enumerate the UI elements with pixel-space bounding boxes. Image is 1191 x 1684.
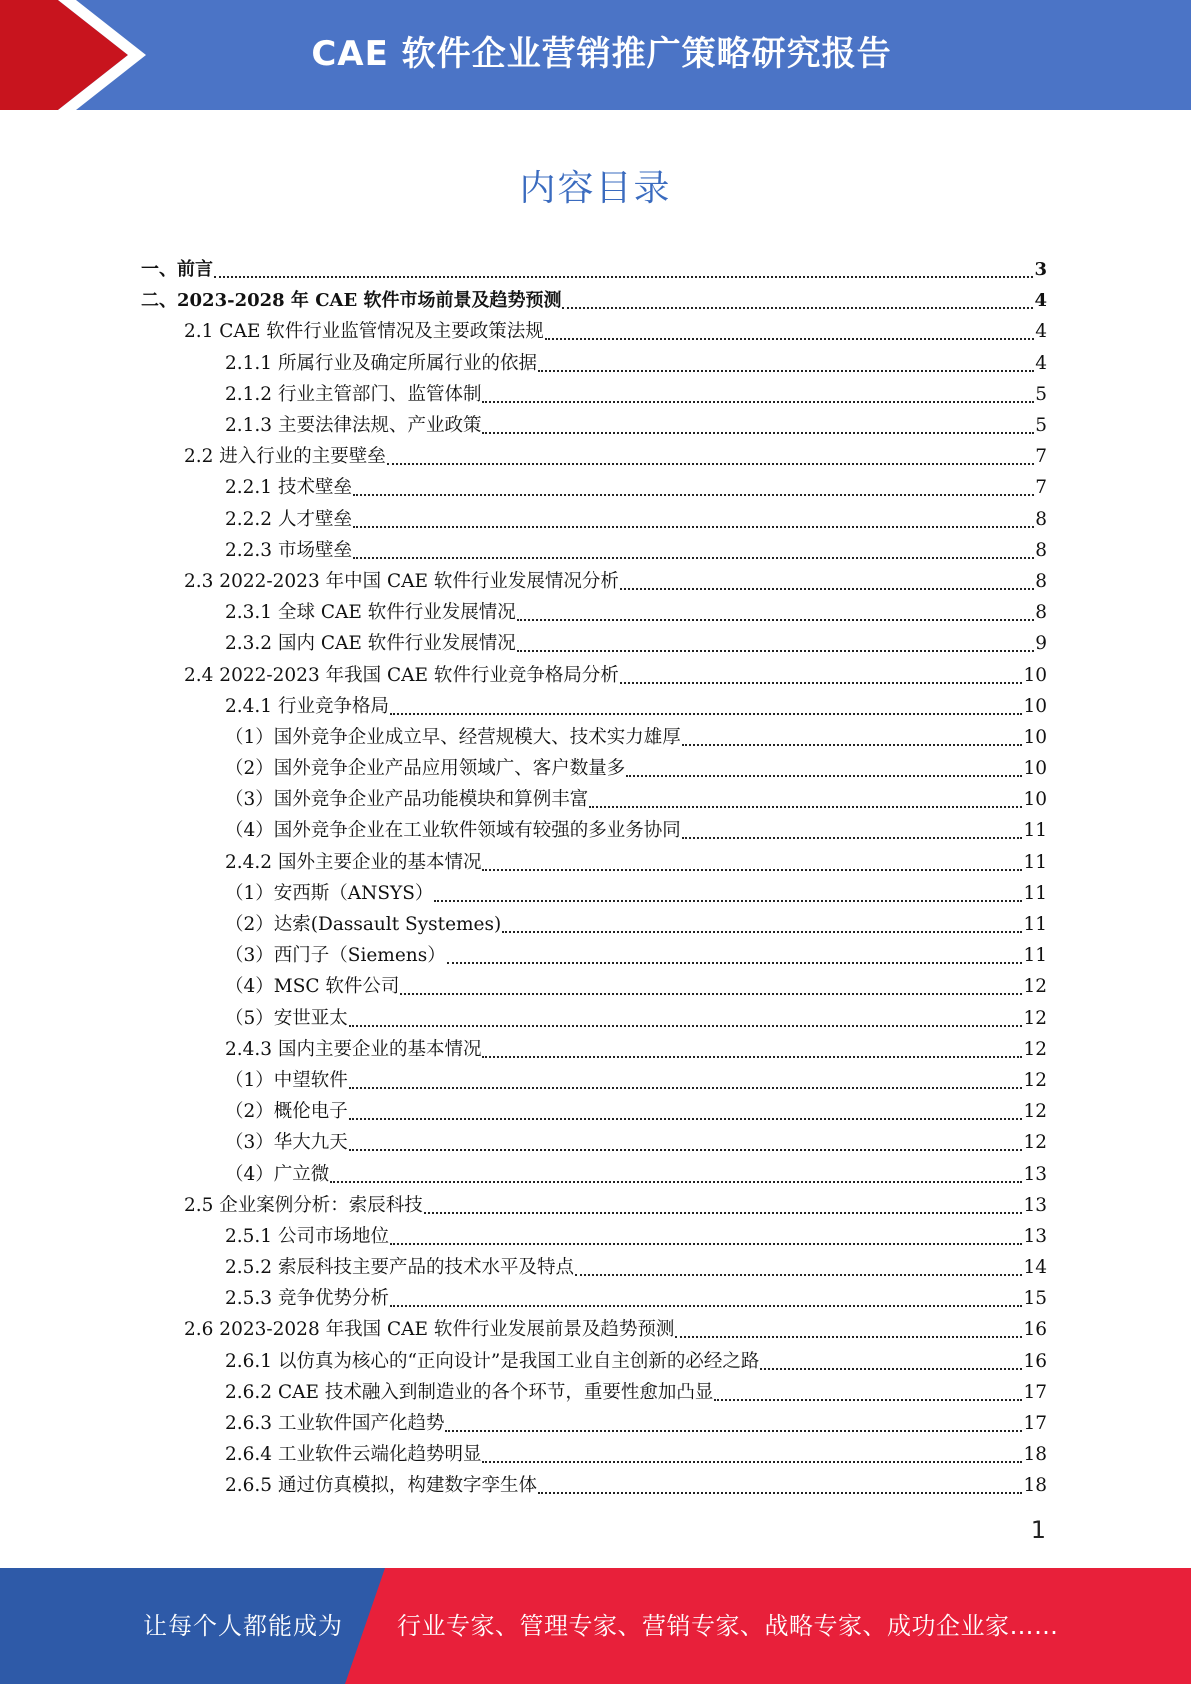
toc-entry-label: 2.3.1 全球 CAE 软件行业发展情况 [225, 602, 516, 624]
dot-leader [353, 504, 1034, 535]
toc-entry[interactable] [0, 1377, 1191, 1408]
table-of-contents [0, 254, 1191, 1502]
toc-entry-page: 8 [1035, 508, 1047, 530]
toc-entry[interactable] [0, 628, 1191, 659]
toc-entry[interactable] [0, 1346, 1191, 1377]
toc-entry-page: 13 [1023, 1225, 1047, 1247]
toc-entry[interactable] [0, 597, 1191, 628]
toc-entry-page: 16 [1023, 1350, 1047, 1372]
toc-entry[interactable] [0, 1408, 1191, 1439]
toc-entry-label: 2.6.5 通过仿真模拟，构建数字孪生体 [225, 1475, 537, 1497]
dot-leader [390, 1221, 1022, 1252]
toc-entry-label: （2）概伦电子 [225, 1101, 348, 1123]
toc-entry-label: 2.4.2 国外主要企业的基本情况 [225, 851, 482, 873]
dot-leader [562, 285, 1033, 316]
footer-slogan-right: 行业专家、管理专家、营销专家、战略专家、成功企业家…… [397, 1612, 1059, 1640]
dot-leader [349, 1065, 1023, 1096]
toc-heading: 内容目录 [519, 168, 672, 209]
header-banner [0, 0, 1191, 110]
toc-entry-page: 3 [1034, 259, 1047, 281]
toc-entry-label: （4）MSC 软件公司 [225, 976, 400, 998]
toc-entry[interactable] [0, 504, 1191, 535]
toc-entry-label: （5）安世亚太 [225, 1007, 348, 1029]
dot-leader [545, 316, 1035, 347]
toc-entry[interactable] [0, 1096, 1191, 1127]
toc-entry[interactable] [0, 1283, 1191, 1314]
toc-entry-label: 2.5.1 公司市场地位 [225, 1225, 389, 1247]
toc-entry-label: （1）安西斯（ANSYS） [225, 882, 434, 904]
dot-leader [482, 379, 1034, 410]
toc-entry[interactable] [0, 1158, 1191, 1189]
toc-entry[interactable] [0, 784, 1191, 815]
toc-entry-label: 2.2.2 人才壁垒 [225, 508, 352, 530]
toc-entry[interactable] [0, 316, 1191, 347]
dot-leader [620, 566, 1034, 597]
toc-entry[interactable] [0, 348, 1191, 379]
toc-entry-label: 2.2.3 市场壁垒 [225, 539, 352, 561]
toc-entry[interactable] [0, 1127, 1191, 1158]
toc-entry-label: 2.4.3 国内主要企业的基本情况 [225, 1038, 482, 1060]
dot-leader [517, 597, 1034, 628]
dot-leader [538, 348, 1034, 379]
dot-leader [502, 909, 1022, 940]
toc-entry-page: 12 [1023, 1132, 1047, 1154]
toc-entry-page: 4 [1034, 290, 1047, 312]
toc-entry-label: （2）达索(Dassault Systemes) [225, 914, 502, 936]
toc-entry-label: 2.3 2022-2023 年中国 CAE 软件行业发展情况分析 [184, 570, 619, 592]
toc-entry-label: 2.4 2022-2023 年我国 CAE 软件行业竞争格局分析 [184, 664, 619, 686]
toc-entry-page: 13 [1023, 1194, 1047, 1216]
dot-leader [682, 722, 1023, 753]
toc-entry-label: 2.6.3 工业软件国产化趋势 [225, 1413, 445, 1435]
toc-entry-page: 5 [1035, 383, 1047, 405]
toc-entry-label: （1）中望软件 [225, 1069, 348, 1091]
toc-entry[interactable] [0, 535, 1191, 566]
toc-entry-page: 11 [1023, 914, 1047, 936]
dot-leader [390, 691, 1022, 722]
toc-entry-page: 4 [1035, 321, 1047, 343]
toc-entry[interactable] [0, 1190, 1191, 1221]
toc-entry-label: （3）西门子（Siemens） [225, 945, 446, 967]
toc-entry-page: 11 [1023, 851, 1047, 873]
toc-entry-label: 二、2023-2028 年 CAE 软件市场前景及趋势预测 [141, 290, 562, 312]
toc-entry-page: 7 [1035, 477, 1047, 499]
dot-leader [575, 1252, 1022, 1283]
footer-banner [0, 1568, 1191, 1684]
toc-entry-page: 12 [1023, 1069, 1047, 1091]
dot-leader [387, 441, 1034, 472]
dot-leader [760, 1346, 1022, 1377]
toc-entry-label: 2.1.3 主要法律法规、产业政策 [225, 415, 482, 437]
toc-entry-page: 11 [1023, 882, 1047, 904]
toc-entry-label: 2.3.2 国内 CAE 软件行业发展情况 [225, 633, 516, 655]
toc-entry-page: 10 [1023, 758, 1047, 780]
toc-entry[interactable] [0, 722, 1191, 753]
toc-entry-label: 2.1 CAE 软件行业监管情况及主要政策法规 [184, 321, 544, 343]
toc-entry-label: 2.1.2 行业主管部门、监管体制 [225, 383, 482, 405]
toc-entry-page: 12 [1023, 1038, 1047, 1060]
toc-entry-page: 8 [1035, 570, 1047, 592]
toc-entry-page: 12 [1023, 1007, 1047, 1029]
toc-entry[interactable] [0, 847, 1191, 878]
toc-entry-page: 10 [1023, 695, 1047, 717]
toc-entry[interactable] [0, 1470, 1191, 1501]
toc-entry[interactable] [0, 1003, 1191, 1034]
dot-leader [538, 1470, 1022, 1501]
dot-leader [626, 753, 1022, 784]
toc-entry-label: 2.2.1 技术壁垒 [225, 477, 352, 499]
dot-leader [445, 1408, 1022, 1439]
toc-entry-label: 一、前言 [141, 259, 213, 281]
toc-entry-page: 8 [1035, 602, 1047, 624]
toc-entry-page: 14 [1023, 1257, 1047, 1279]
toc-entry-label: 2.6.2 CAE 技术融入到制造业的各个环节，重要性愈加凸显 [225, 1381, 714, 1403]
dot-leader [349, 1096, 1023, 1127]
dot-leader [620, 660, 1023, 691]
dot-leader [353, 472, 1034, 503]
toc-entry-label: 2.5 企业案例分析：索辰科技 [184, 1194, 423, 1216]
toc-entry-page: 12 [1023, 976, 1047, 998]
toc-entry-page: 9 [1035, 633, 1047, 655]
dot-leader [714, 1377, 1022, 1408]
toc-entry-label: （4）国外竞争企业在工业软件领域有较强的多业务协同 [225, 820, 681, 842]
toc-entry[interactable] [0, 285, 1191, 316]
report-title: CAE 软件企业营销推广策略研究报告 [311, 34, 892, 74]
toc-entry[interactable] [0, 1065, 1191, 1096]
toc-entry[interactable] [0, 379, 1191, 410]
toc-entry-label: （3）华大九天 [225, 1132, 348, 1154]
toc-entry[interactable] [0, 815, 1191, 846]
dot-leader [682, 815, 1023, 846]
dot-leader [424, 1190, 1023, 1221]
toc-entry-page: 4 [1035, 352, 1047, 374]
toc-entry[interactable] [0, 659, 1191, 690]
toc-entry-page: 11 [1023, 945, 1047, 967]
toc-entry-page: 10 [1023, 726, 1047, 748]
toc-entry-page: 11 [1023, 820, 1047, 842]
toc-entry-label: 2.6.1 以仿真为核心的“正向设计”是我国工业自主创新的必经之路 [225, 1350, 760, 1372]
toc-entry[interactable] [0, 971, 1191, 1002]
toc-entry-page: 17 [1023, 1381, 1047, 1403]
toc-entry-label: （3）国外竞争企业产品功能模块和算例丰富 [225, 789, 589, 811]
toc-entry[interactable] [0, 1252, 1191, 1283]
page-number: 1 [1030, 1516, 1046, 1544]
toc-entry[interactable] [0, 940, 1191, 971]
toc-entry-label: 2.5.3 竞争优势分析 [225, 1288, 389, 1310]
dot-leader [482, 410, 1034, 441]
toc-entry-page: 12 [1023, 1101, 1047, 1123]
dot-leader [330, 1159, 1022, 1190]
toc-entry[interactable] [0, 410, 1191, 441]
dot-leader [434, 878, 1022, 909]
toc-entry[interactable] [0, 472, 1191, 503]
toc-entry[interactable] [0, 691, 1191, 722]
toc-entry-label: 2.5.2 索辰科技主要产品的技术水平及特点 [225, 1257, 574, 1279]
dot-leader [675, 1314, 1022, 1345]
toc-entry[interactable] [0, 566, 1191, 597]
dot-leader [349, 1127, 1023, 1158]
dot-leader [517, 628, 1034, 659]
toc-entry-label: 2.2 进入行业的主要壁垒 [184, 446, 386, 468]
toc-entry-page: 8 [1035, 539, 1047, 561]
toc-entry-page: 10 [1023, 789, 1047, 811]
dot-leader [482, 847, 1022, 878]
toc-entry-page: 16 [1023, 1319, 1047, 1341]
toc-entry-label: 2.6 2023-2028 年我国 CAE 软件行业发展前景及趋势预测 [184, 1319, 675, 1341]
toc-entry-label: 2.6.4 工业软件云端化趋势明显 [225, 1444, 482, 1466]
dot-leader [589, 784, 1022, 815]
toc-entry-page: 15 [1023, 1288, 1047, 1310]
toc-entry-page: 13 [1023, 1163, 1047, 1185]
toc-entry-label: （1）国外竞争企业成立早、经营规模大、技术实力雄厚 [225, 726, 681, 748]
dot-leader [447, 940, 1023, 971]
toc-entry-label: 2.4.1 行业竞争格局 [225, 695, 389, 717]
dot-leader [390, 1283, 1022, 1314]
toc-entry[interactable] [0, 1439, 1191, 1470]
dot-leader [482, 1439, 1022, 1470]
footer-slogan-left: 让每个人都能成为 [143, 1612, 343, 1640]
toc-entry[interactable] [0, 1314, 1191, 1345]
dot-leader [400, 971, 1022, 1002]
toc-entry-page: 5 [1035, 415, 1047, 437]
toc-entry-page: 7 [1035, 446, 1047, 468]
toc-entry[interactable] [0, 909, 1191, 940]
toc-entry[interactable] [0, 1034, 1191, 1065]
toc-entry-page: 17 [1023, 1413, 1047, 1435]
toc-entry-page: 18 [1023, 1475, 1047, 1497]
toc-entry[interactable] [0, 441, 1191, 472]
toc-entry-label: 2.1.1 所属行业及确定所属行业的依据 [225, 352, 537, 374]
toc-entry[interactable] [0, 753, 1191, 784]
toc-entry-page: 18 [1023, 1444, 1047, 1466]
dot-leader [214, 254, 1033, 285]
toc-entry[interactable] [0, 254, 1191, 285]
toc-entry-label: （4）广立微 [225, 1163, 330, 1185]
dot-leader [349, 1003, 1023, 1034]
toc-entry[interactable] [0, 1221, 1191, 1252]
dot-leader [482, 1034, 1022, 1065]
dot-leader [353, 535, 1034, 566]
toc-entry[interactable] [0, 878, 1191, 909]
toc-entry-page: 10 [1023, 664, 1047, 686]
toc-entry-label: （2）国外竞争企业产品应用领域广、客户数量多 [225, 758, 626, 780]
